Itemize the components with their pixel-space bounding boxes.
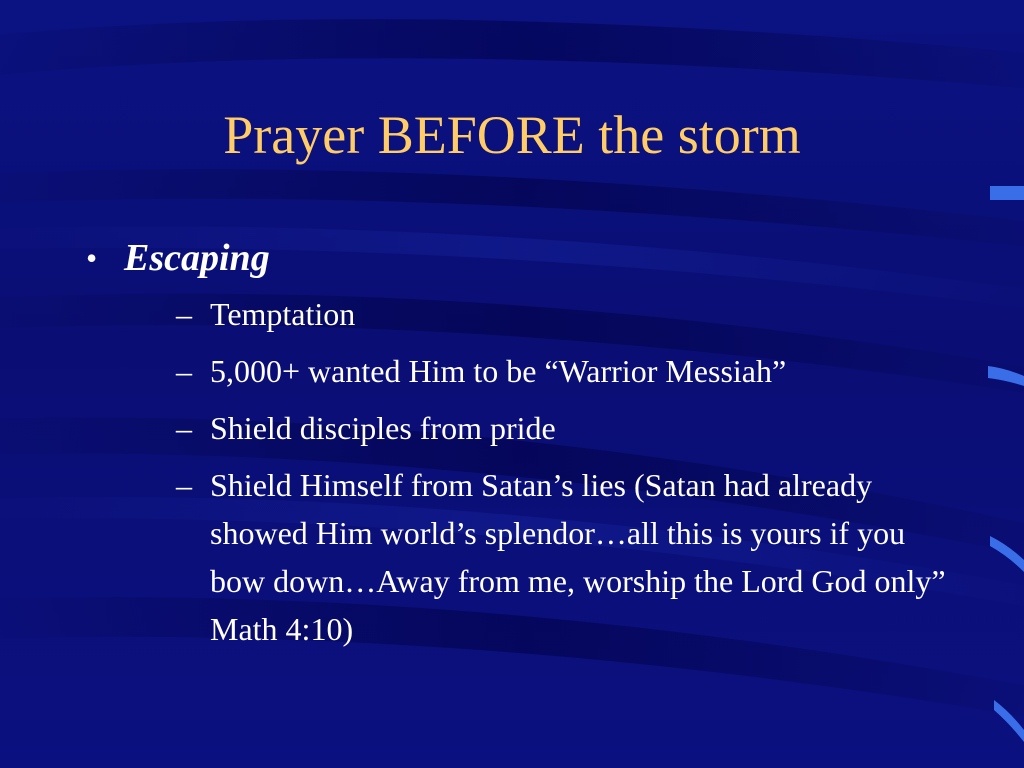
- sub-bullet-item: [124, 347, 956, 395]
- sub-bullet-item: [124, 461, 956, 653]
- dark-streak: [0, 19, 1024, 95]
- sub-bullet-text: Shield Himself from Satan’s lies (Satan had already showed Him world’s splendor…all this is yours if you bow down…Away from me, worship the Lord God only” Math 4:10): [210, 467, 946, 647]
- bullet-label: Escaping: [124, 237, 270, 279]
- dash-icon: –: [176, 410, 192, 446]
- dash-icon: –: [176, 296, 192, 332]
- bullet-item: [86, 230, 956, 653]
- slide-title: Prayer BEFORE the storm: [223, 105, 801, 165]
- sub-bullet-item: [124, 404, 956, 452]
- sub-bullet-text: Shield disciples from pride: [210, 410, 556, 446]
- dash-icon: –: [176, 353, 192, 389]
- sub-bullet-text: 5,000+ wanted Him to be “Warrior Messiah”: [210, 353, 787, 389]
- bullet-icon: •: [86, 240, 98, 276]
- sub-bullet-text: Temptation: [210, 296, 356, 332]
- bullet-list: [86, 230, 956, 662]
- dash-icon: –: [176, 467, 192, 503]
- sub-bullet-list: [124, 290, 956, 653]
- accent-stripe: [990, 186, 1024, 200]
- sub-bullet-item: [124, 290, 956, 338]
